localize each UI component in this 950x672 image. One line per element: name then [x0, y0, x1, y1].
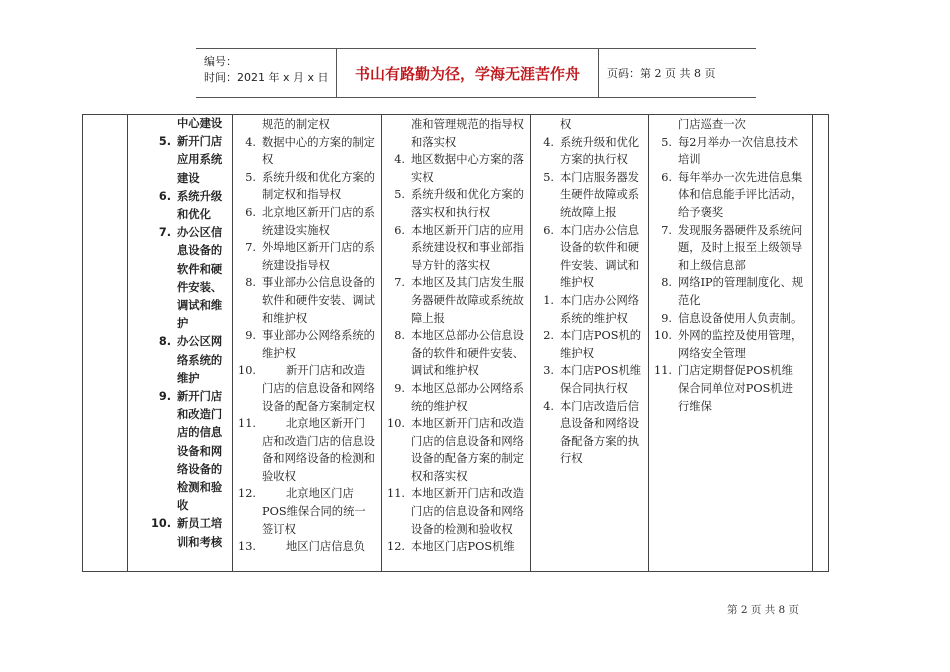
list-item: 9. 事业部办公网络系统的维护权 [245, 329, 375, 360]
column-divider [232, 115, 233, 571]
responsibility-table [82, 114, 829, 572]
list-item: 6. 北京地区新开门店的系统建设实施权 [245, 205, 375, 237]
list-item: 10. 本地区新开门店和改造门店的信息设备和网络设备的配备方案的制定权和落实权 [387, 417, 524, 483]
list-item: 6. 每年举办一次先进信息集体和信息能手评比活动，给予褒奖 [661, 170, 803, 219]
list-item: 5. 每2月举办一次信息技术培训 [661, 135, 799, 167]
list-item: 7. 发现服务器硬件及系统问题，及时上报至上级领导和上级信息部 [661, 223, 803, 272]
header-meta [196, 49, 337, 97]
list-item: 12. 北京地区门店POS维保合同的统一签订权 [238, 487, 366, 536]
list-item: 8. 办公区网络系统的维护 [158, 335, 223, 385]
list-item: 4. 数据中心的方案的制定权 [245, 135, 375, 167]
column-regional-authority [387, 116, 526, 556]
list-item: 3. 本门店POS机维保合同执行权 [543, 364, 642, 395]
list-item: 9. 新开门店和改造门店的信息设备和网络设备的检测和验收 [158, 390, 223, 513]
header-motto: 书山有路勤为径，学海无涯苦作舟 [337, 49, 599, 97]
list-item: 4. 系统升级和优化方案的执行权 [543, 135, 640, 167]
list-item: 11. 门店定期督促POS机维保合同单位对POS机进行维保 [654, 364, 793, 413]
list-item: 4. 地区数据中心方案的落实权 [394, 153, 524, 184]
list-item: 5. 新开门店应用系统建设 [158, 135, 223, 185]
list-item: 8. 网络IP的管理制度化、规范化 [661, 276, 804, 307]
list-item: 7. 办公区信息设备的软件和硬件安装、调试和维护 [158, 226, 223, 331]
column-management-measures [654, 116, 804, 415]
list-item: 2. 本门店POS机的维护权 [543, 329, 642, 360]
column-divider [381, 115, 382, 571]
list-item: 8. 事业部办公信息设备的软件和硬件安装、调试和维护权 [245, 276, 375, 325]
list-item: 8. 本地区总部办公信息设备的软件和硬件安装、调试和维护权 [394, 329, 524, 378]
col1-lead: 中心建设 [177, 117, 223, 130]
page-header [196, 48, 756, 98]
col2-lead: 规范的制定权 [262, 118, 330, 131]
list-item: 13. 地区门店信息负 [238, 540, 366, 554]
column-responsibilities [127, 115, 229, 552]
list-item: 6. 本门店办公信息设备的软件和硬件安装、调试和维护权 [543, 223, 640, 290]
column-divider [648, 115, 649, 571]
list-item: 4. 本门店改造后信息设备和网络设备配备方案的执行权 [543, 399, 640, 466]
list-item: 9. 本地区总部办公网络系统的维护权 [394, 381, 524, 413]
list-item: 12. 本地区门店POS机维 [387, 540, 515, 554]
list-item: 11. 北京地区新开门店和改造门店的信息设备和网络设备的检测和验收权 [238, 417, 375, 483]
list-item: 9. 信息设备使用人负责制。 [661, 311, 803, 325]
doc-number-label: 编号： [204, 55, 237, 68]
list-item: 7. 外埠地区新开门店的系统建设指导权 [245, 241, 375, 272]
col4-lead: 权 [560, 118, 572, 131]
col5-lead: 门店巡查一次 [678, 118, 746, 131]
column-store-authority [536, 116, 644, 468]
page-footer: 第 2 页 共 8 页 [727, 604, 800, 616]
list-item: 10. 外网的监控及使用管理，网络安全管理 [654, 329, 803, 360]
list-item: 7. 本地区及其门店发生服务器硬件故障或系统故障上报 [394, 276, 524, 325]
list-item: 5. 系统升级和优化方案的落实权和执行权 [394, 188, 524, 219]
column-divider [530, 115, 531, 571]
list-item: 10. 新员工培训和考核 [150, 517, 223, 549]
col3-lead: 准和管理规范的指导权和落实权 [411, 118, 524, 149]
list-item: 1. 本门店办公网络系统的维护权 [543, 293, 640, 325]
list-item: 10. 新开门店和改造门店的信息设备和网络设备的配备方案制定权 [238, 364, 375, 413]
list-item: 6. 本地区新开门店的应用系统建设权和事业部指导方针的落实权 [394, 223, 524, 272]
list-item: 6. 系统升级和优化 [158, 189, 223, 222]
doc-date: 时间：2021 年 x 月 x 日 [204, 71, 329, 84]
header-page-number: 页码：第 2 页 共 8 页 [607, 67, 716, 80]
column-divider [812, 115, 813, 571]
column-department-authority [238, 116, 376, 556]
list-item: 5. 系统升级和优化方案的制定权和指导权 [245, 170, 375, 202]
list-item: 11. 本地区新开门店和改造门店的信息设备和网络设备的检测和验收权 [387, 487, 524, 536]
list-item: 5. 本门店服务器发生硬件故障或系统故障上报 [543, 170, 640, 219]
